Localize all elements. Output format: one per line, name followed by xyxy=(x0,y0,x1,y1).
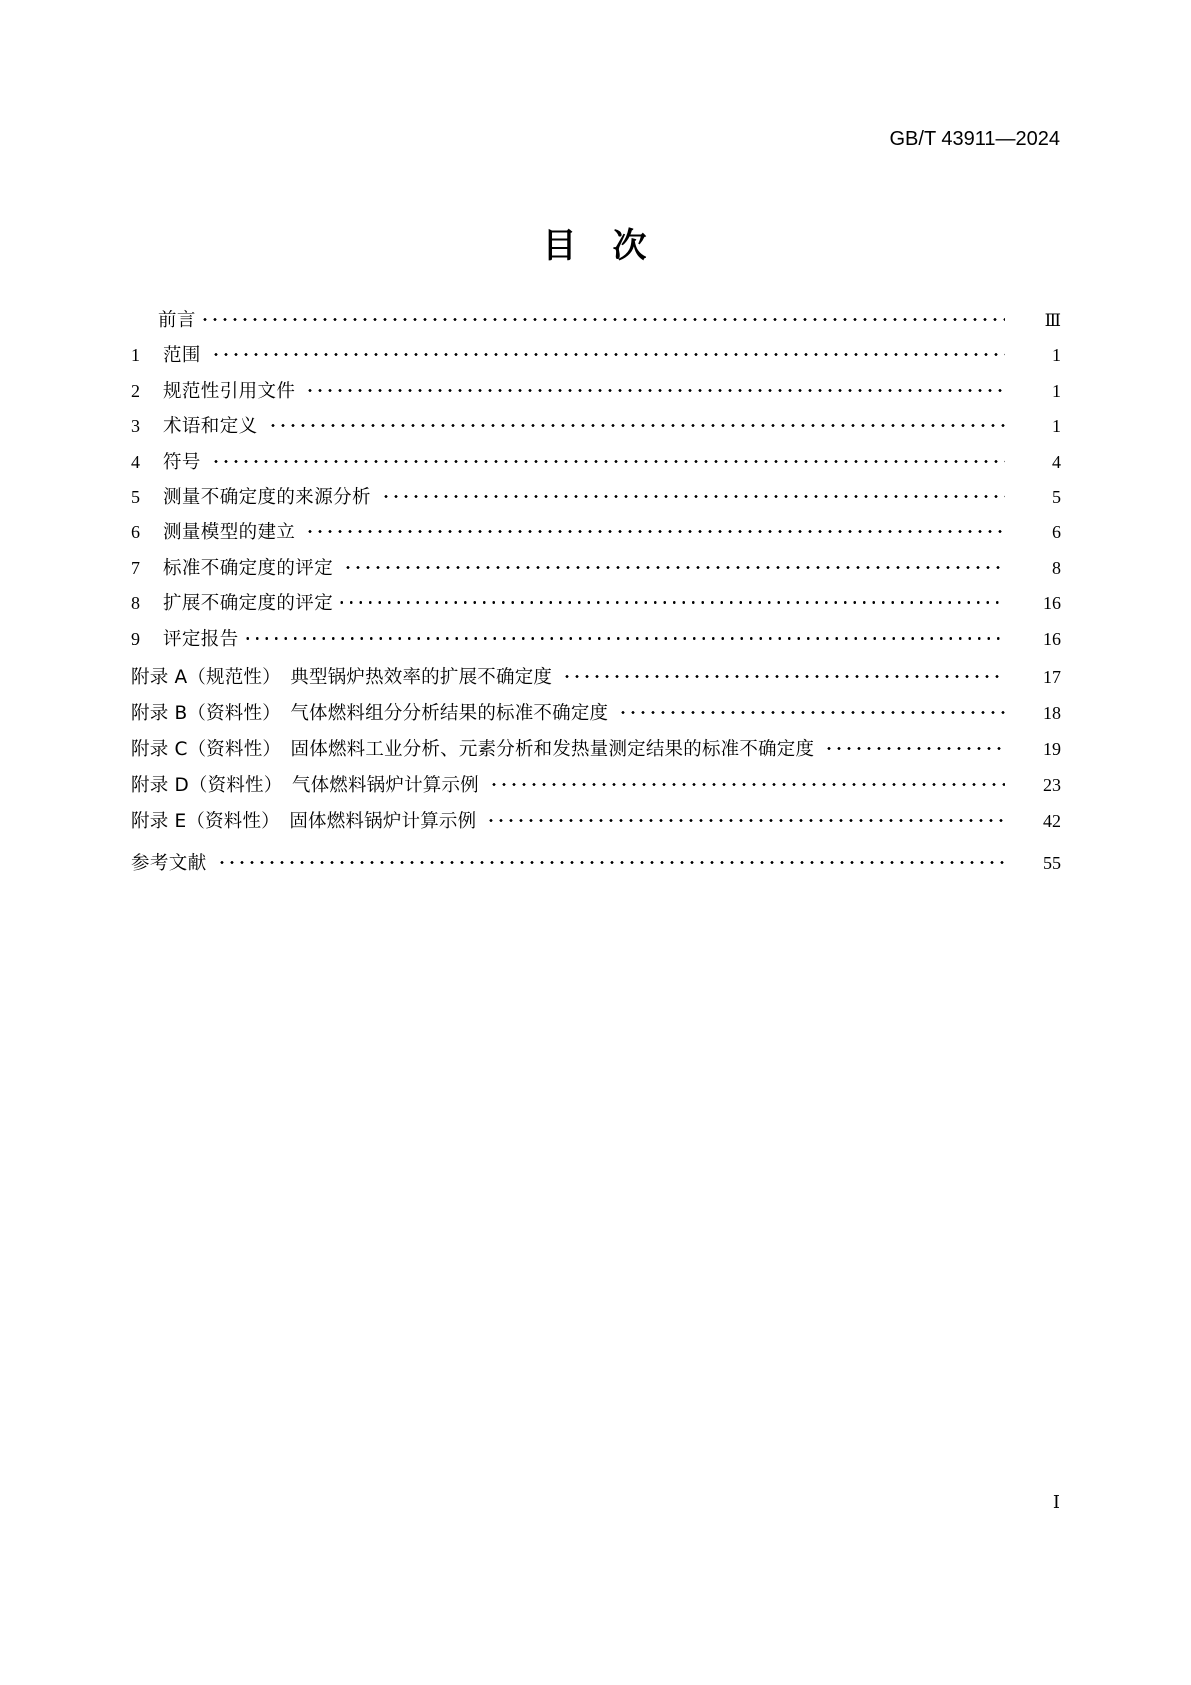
toc-entry-clause-5[interactable] xyxy=(131,485,1061,520)
toc-entry-number: 5 xyxy=(131,486,140,507)
dot-leader xyxy=(489,773,1005,791)
toc-entry-page: 17 xyxy=(1043,666,1061,687)
toc-entry-foreword[interactable] xyxy=(131,308,1061,343)
dot-leader xyxy=(486,809,1005,827)
running-header xyxy=(130,128,1060,151)
toc-entry-number: 4 xyxy=(131,451,140,472)
toc-entry-annex-a[interactable] xyxy=(131,665,1061,701)
toc-entry-number: 8 xyxy=(131,593,140,614)
toc-entry-page: 1 xyxy=(1052,416,1061,437)
dot-leader xyxy=(337,591,1005,609)
toc-entry-page: 55 xyxy=(1043,852,1061,873)
toc-entry-clause-2[interactable] xyxy=(131,379,1061,414)
toc-entry-annex-d[interactable] xyxy=(131,773,1061,809)
toc-entry-label: 评定报告 xyxy=(163,628,239,650)
toc-entry-label: 附录 D（资料性） 气体燃料锅炉计算示例 xyxy=(131,774,479,796)
toc-entry-clause-7[interactable] xyxy=(131,556,1061,591)
dot-leader xyxy=(305,379,1005,397)
toc-entry-page: 16 xyxy=(1043,628,1061,649)
toc-entry-label: 测量模型的建立 xyxy=(163,522,296,544)
dot-leader xyxy=(211,450,1005,468)
toc-entry-number: 1 xyxy=(131,345,140,366)
toc-entry-label: 附录 A（规范性） 典型锅炉热效率的扩展不确定度 xyxy=(131,666,553,688)
toc-entry-page: 5 xyxy=(1052,486,1061,507)
dot-leader xyxy=(381,485,1005,503)
toc-entry-label: 附录 E（资料性） 固体燃料锅炉计算示例 xyxy=(131,810,477,832)
toc-entry-label: 前言 xyxy=(158,310,196,331)
toc-entry-label: 参考文献 xyxy=(131,852,207,874)
toc-entry-number: 2 xyxy=(131,380,140,401)
toc-entry-clause-8[interactable] xyxy=(131,591,1061,626)
table-of-contents xyxy=(131,308,1061,887)
dot-leader xyxy=(305,520,1005,538)
toc-entry-annex-b[interactable] xyxy=(131,701,1061,737)
dot-leader xyxy=(268,414,1005,432)
toc-entry-label: 规范性引用文件 xyxy=(163,380,296,402)
dot-leader xyxy=(618,701,1005,719)
toc-entry-page: 4 xyxy=(1052,451,1061,472)
toc-entry-page: 19 xyxy=(1043,738,1061,759)
toc-entry-clause-1[interactable] xyxy=(131,343,1061,378)
footer-page-number: Ⅰ xyxy=(1052,1492,1060,1512)
toc-entry-number: 9 xyxy=(131,628,140,649)
toc-entry-label: 术语和定义 xyxy=(163,416,258,438)
toc-entry-label: 扩展不确定度的评定 xyxy=(163,593,334,615)
toc-entry-annex-c[interactable] xyxy=(131,737,1061,773)
toc-entry-number: 3 xyxy=(131,416,140,437)
toc-entry-page: Ⅲ xyxy=(1044,311,1061,330)
footer xyxy=(130,1492,1060,1513)
page-title-char-1: 目 xyxy=(542,226,579,266)
standard-number: GB/T 43911—2024 xyxy=(889,128,1060,150)
dot-leader xyxy=(824,737,1005,755)
toc-entry-page: 8 xyxy=(1052,557,1061,578)
toc-entry-number: 6 xyxy=(131,522,140,543)
toc-entry-clause-3[interactable] xyxy=(131,414,1061,449)
toc-entry-label: 附录 C（资料性） 固体燃料工业分析、元素分析和发热量测定结果的标准不确定度 xyxy=(131,738,815,760)
toc-entry-page: 23 xyxy=(1043,774,1061,795)
toc-entry-clause-4[interactable] xyxy=(131,450,1061,485)
dot-leader xyxy=(200,308,1005,326)
toc-entry-label: 符号 xyxy=(163,451,201,473)
dot-leader xyxy=(343,556,1005,574)
toc-entry-clause-9[interactable] xyxy=(131,627,1061,662)
toc-entry-label: 标准不确定度的评定 xyxy=(163,557,334,579)
toc-entry-page: 16 xyxy=(1043,593,1061,614)
dot-leader xyxy=(562,665,1005,683)
toc-entry-page: 1 xyxy=(1052,380,1061,401)
toc-entry-label: 范围 xyxy=(163,345,201,367)
dot-leader xyxy=(211,343,1005,361)
toc-entry-page: 6 xyxy=(1052,522,1061,543)
toc-entry-number: 7 xyxy=(131,557,140,578)
toc-entry-label: 测量不确定度的来源分析 xyxy=(163,486,371,508)
toc-entry-page: 1 xyxy=(1052,345,1061,366)
toc-entry-page: 18 xyxy=(1043,702,1061,723)
dot-leader xyxy=(217,851,1005,869)
toc-entry-clause-6[interactable] xyxy=(131,520,1061,555)
toc-entry-page: 42 xyxy=(1043,810,1061,831)
toc-entry-annex-e[interactable] xyxy=(131,809,1061,845)
toc-entry-label: 附录 B（资料性） 气体燃料组分分析结果的标准不确定度 xyxy=(131,702,609,724)
page-title xyxy=(0,218,1191,267)
page-title-char-2: 次 xyxy=(612,226,649,266)
toc-entry-bibliography[interactable] xyxy=(131,851,1061,887)
dot-leader xyxy=(243,627,1005,645)
